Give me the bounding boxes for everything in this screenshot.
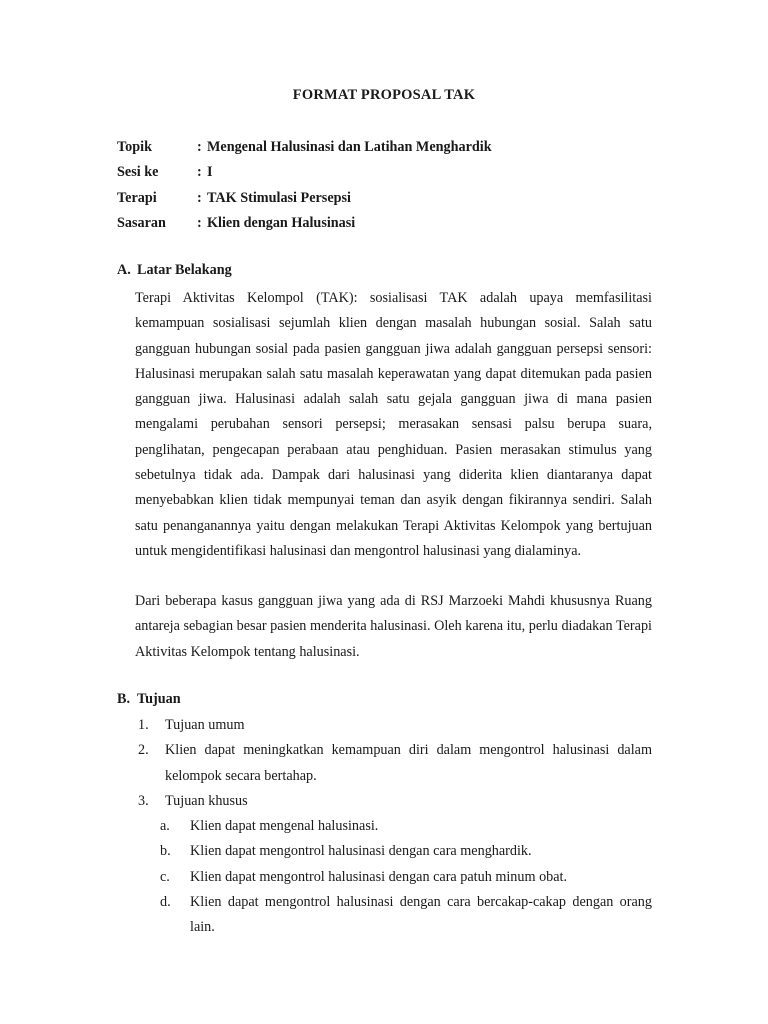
- meta-colon: :: [197, 214, 202, 231]
- list-item: [138, 713, 652, 738]
- list-letter: d.: [160, 894, 171, 911]
- tujuan-khusus-list: [160, 814, 652, 940]
- list-text: Tujuan khusus: [165, 792, 248, 809]
- section-letter: B.: [117, 691, 131, 707]
- meta-key: Terapi: [117, 189, 157, 206]
- meta-value: Klien dengan Halusinasi: [207, 214, 356, 231]
- meta-row-sesi: [117, 162, 492, 187]
- meta-row-sasaran: [117, 213, 492, 238]
- list-text: Klien dapat mengontrol halusinasi dengan cara menghardik.: [190, 843, 532, 860]
- list-item: [160, 890, 652, 941]
- document-title: FORMAT PROPOSAL TAK: [292, 87, 476, 103]
- meta-row-topik: [117, 137, 492, 162]
- list-letter: c.: [160, 868, 170, 885]
- section-title: Tujuan: [137, 691, 181, 707]
- list-item: [138, 738, 652, 789]
- meta-value: TAK Stimulasi Persepsi: [207, 189, 351, 206]
- meta-row-terapi: [117, 188, 492, 213]
- meta-key: Sasaran: [117, 214, 166, 231]
- list-number: 2.: [138, 742, 149, 759]
- list-item: [160, 814, 652, 839]
- list-text: Klien dapat mengontrol halusinasi dengan cara patuh minum obat.: [190, 868, 568, 885]
- list-item: [160, 839, 652, 864]
- list-number: 1.: [138, 717, 149, 733]
- section-a-heading: [117, 262, 232, 279]
- list-number: 3.: [138, 792, 149, 809]
- section-title: Latar Belakang: [137, 262, 232, 278]
- list-letter: b.: [160, 843, 171, 860]
- meta-colon: :: [197, 164, 202, 181]
- list-text: Klien dapat mengontrol halusinasi dengan cara bercakap-cakap dengan orang lain.: [190, 894, 652, 936]
- list-item: [138, 789, 652, 814]
- meta-value: I: [207, 164, 213, 181]
- section-b-heading: [117, 691, 181, 708]
- meta-colon: :: [197, 189, 202, 206]
- paragraph-background-2: Dari beberapa kasus gangguan jiwa yang ada di RSJ Marzoeki Mahdi khususnya Ruang antareja sebagian besar pasien menderita halusinasi. Oleh karena itu, perlu diadakan Terapi Aktivitas Kelompok tentang halusinasi.: [135, 593, 652, 660]
- section-letter: A.: [117, 262, 131, 278]
- meta-key: Topik: [117, 139, 152, 155]
- list-item: [160, 865, 652, 890]
- list-text: Klien dapat mengenal halusinasi.: [190, 818, 379, 835]
- meta-key: Sesi ke: [117, 164, 159, 181]
- list-text: Tujuan umum: [165, 717, 245, 733]
- list-letter: a.: [160, 818, 170, 835]
- tujuan-list: [138, 713, 652, 941]
- list-text: Klien dapat meningkatkan kemampuan diri dalam mengontrol halusinasi dalam kelompok secara bertahap.: [165, 742, 652, 784]
- proposal-meta: [117, 137, 492, 238]
- meta-colon: :: [197, 139, 202, 155]
- meta-value: Mengenal Halusinasi dan Latihan Menghardik: [207, 139, 492, 155]
- paragraph-background-1: Terapi Aktivitas Kelompol (TAK): sosialisasi TAK adalah upaya memfasilitasi kemampuan sosialisasi sejumlah klien dengan masalah hubungan sosial. Salah satu gangguan hubungan sosial pada pasien gangguan jiwa adalah gangguan persepsi sensori: Halusinasi merupakan salah satu masalah keperawatan yang dapat ditemukan pada pasien gangguan jiwa. Halusinasi adalah salah satu gejala gangguan jiwa di mana pasien mengalami perubahan sensori persepsi; merasakan sensasi palsu berupa suara, penglihatan, pengecapan perabaan atau penghiduan. Pasien merasakan stimulus yang sebetulnya tidak ada. Dampak dari halusinasi yang diderita klien diantaranya dapat menyebabkan klien tidak mempunyai teman dan asyik dengan fikirannya sendiri. Salah satu penanganannya yaitu dengan melakukan Terapi Aktivitas Kelompok yang bertujuan untuk mengidentifikasi halusinasi dan mengontrol halusinasi yang dialaminya.: [135, 290, 652, 559]
